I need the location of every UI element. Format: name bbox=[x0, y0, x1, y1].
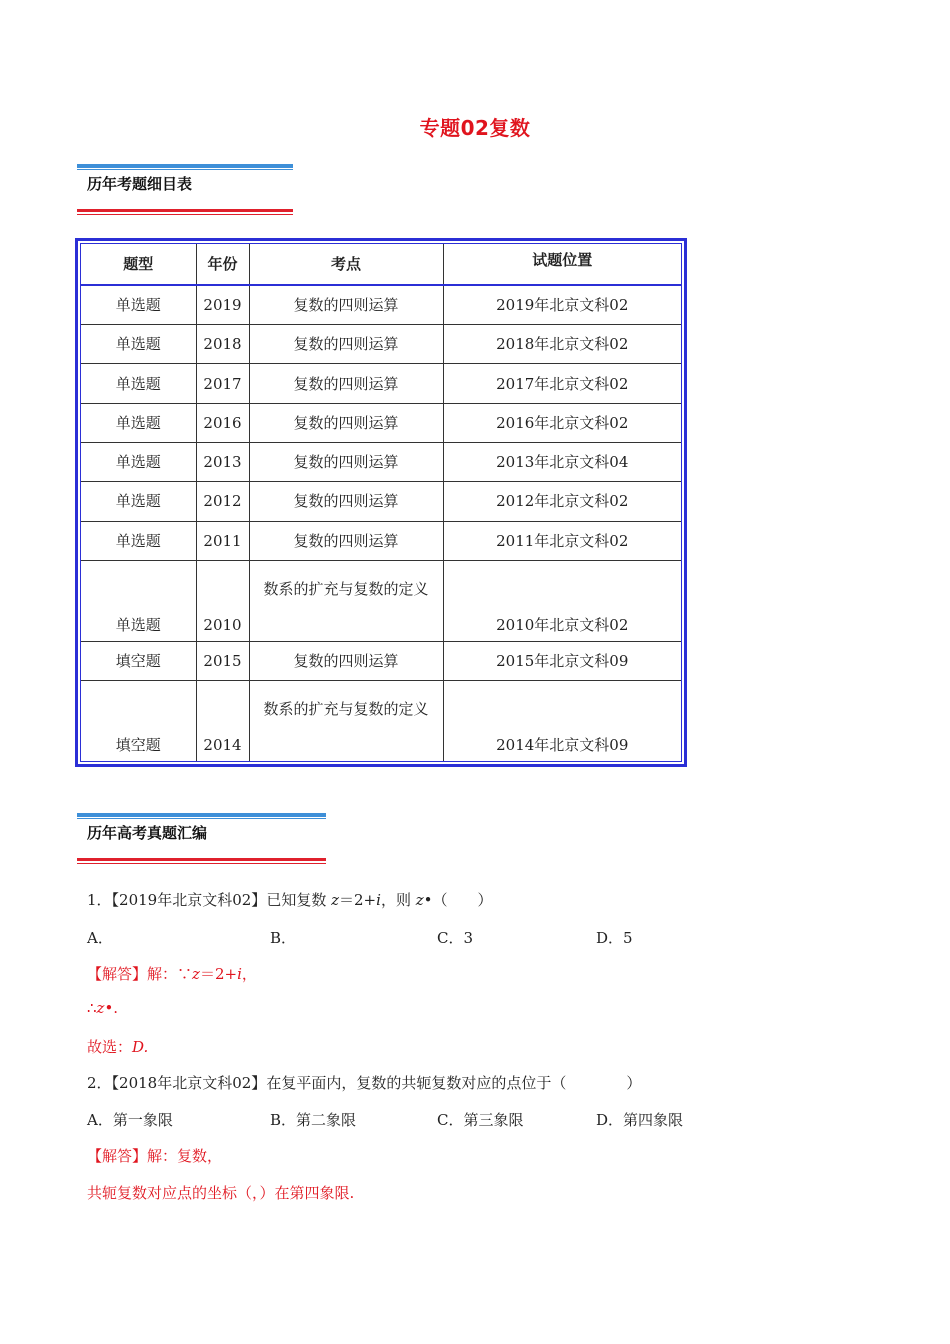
table-row bbox=[81, 325, 681, 364]
section-label: 历年考题细目表 bbox=[87, 175, 193, 193]
table-cell: 2011 bbox=[196, 521, 249, 560]
question-text: 在复平面内，复数的共轭复数对应的点位于（ ） bbox=[266, 1074, 642, 1092]
exam-table bbox=[81, 244, 681, 761]
table-cell: 单选题 bbox=[81, 521, 196, 560]
table-cell: 复数的四则运算 bbox=[249, 403, 443, 442]
answer-text: ＝2+ bbox=[199, 965, 238, 983]
table-cell: 2014 bbox=[196, 680, 249, 761]
answer-text: 解：复数， bbox=[147, 1147, 223, 1165]
table-header-cell: 题型 bbox=[81, 244, 196, 285]
table-header-cell: 考点 bbox=[249, 244, 443, 285]
table-cell: 单选题 bbox=[81, 482, 196, 521]
table-cell: 2017 bbox=[196, 364, 249, 403]
table-row bbox=[81, 364, 681, 403]
table-header-cell: 年份 bbox=[196, 244, 249, 285]
math-variable: i bbox=[376, 891, 381, 909]
option-d: D．第四象限 bbox=[596, 1111, 684, 1129]
table-cell: 单选题 bbox=[81, 364, 196, 403]
table-cell: 复数的四则运算 bbox=[249, 325, 443, 364]
table-row bbox=[81, 641, 681, 680]
table-cell: 2019年北京文科02 bbox=[443, 285, 681, 324]
answer-2-line-1 bbox=[87, 1145, 222, 1166]
table-header-cell: 试题位置 bbox=[443, 244, 681, 285]
table-cell: 复数的四则运算 bbox=[249, 521, 443, 560]
table-cell: 2013年北京文科04 bbox=[443, 443, 681, 482]
question-text: •（ ） bbox=[423, 891, 493, 909]
question-source: 【2018年北京文科02】 bbox=[111, 1074, 267, 1092]
page-title: 专题02复数 bbox=[419, 116, 531, 140]
table-cell: 复数的四则运算 bbox=[249, 285, 443, 324]
question-1 bbox=[87, 889, 492, 910]
option-b: B．第二象限 bbox=[270, 1111, 357, 1129]
question-text: ＝2+ bbox=[339, 891, 377, 909]
table-row bbox=[81, 521, 681, 560]
exam-table-frame bbox=[75, 238, 687, 767]
table-cell: 复数的四则运算 bbox=[249, 364, 443, 403]
math-variable: z bbox=[331, 891, 339, 909]
table-row bbox=[81, 403, 681, 442]
section-label: 历年高考真题汇编 bbox=[87, 824, 208, 842]
table-cell: 2014年北京文科09 bbox=[443, 680, 681, 761]
option-b: B． bbox=[270, 929, 297, 947]
table-cell: 单选题 bbox=[81, 443, 196, 482]
table-row bbox=[81, 560, 681, 641]
question-text: ，则 bbox=[380, 891, 416, 909]
math-variable: z bbox=[192, 965, 200, 983]
answer-choice: D. bbox=[132, 1038, 149, 1056]
answer-text: •. bbox=[104, 999, 119, 1017]
table-row bbox=[81, 482, 681, 521]
table-cell: 复数的四则运算 bbox=[249, 482, 443, 521]
answer-tag: 【解答】 bbox=[87, 965, 148, 983]
math-variable: z bbox=[96, 999, 105, 1017]
option-d: D．5 bbox=[596, 929, 633, 947]
table-cell: 单选题 bbox=[81, 285, 196, 324]
answer-1-line-1 bbox=[87, 963, 257, 984]
option-c: C．3 bbox=[437, 929, 474, 947]
question-number: 2． bbox=[87, 1074, 112, 1092]
question-2 bbox=[87, 1072, 641, 1093]
answer-tag: 【解答】 bbox=[87, 1147, 148, 1165]
table-cell: 2013 bbox=[196, 443, 249, 482]
table-cell: 2018 bbox=[196, 325, 249, 364]
answer-text: ， bbox=[241, 965, 257, 983]
table-cell: 2017年北京文科02 bbox=[443, 364, 681, 403]
answer-1-line-3 bbox=[87, 1036, 148, 1057]
question-source: 【2019年北京文科02】 bbox=[111, 891, 267, 909]
table-cell: 2012 bbox=[196, 482, 249, 521]
table-cell: 复数的四则运算 bbox=[249, 443, 443, 482]
answer-2-line-2: 共轭复数对应点的坐标（，）在第四象限. bbox=[87, 1184, 355, 1202]
table-cell: 复数的四则运算 bbox=[249, 641, 443, 680]
table-row bbox=[81, 285, 681, 324]
table-cell: 2016 bbox=[196, 403, 249, 442]
question-number: 1． bbox=[87, 891, 112, 909]
option-c: C．第三象限 bbox=[437, 1111, 524, 1129]
table-cell: 2015 bbox=[196, 641, 249, 680]
table-cell: 单选题 bbox=[81, 403, 196, 442]
math-variable: i bbox=[237, 965, 242, 983]
answer-1-line-2 bbox=[87, 999, 118, 1017]
table-row bbox=[81, 680, 681, 761]
table-cell: 2010 bbox=[196, 560, 249, 641]
table-cell: 2010年北京文科02 bbox=[443, 560, 681, 641]
section-header-table bbox=[77, 164, 293, 214]
answer-text: 解：∵ bbox=[147, 965, 193, 983]
math-variable: z bbox=[415, 891, 424, 909]
table-cell: 数系的扩充与复数的定义 bbox=[249, 680, 443, 761]
table-cell: 填空题 bbox=[81, 641, 196, 680]
question-text: 已知复数 bbox=[266, 891, 332, 909]
table-cell: 2015年北京文科09 bbox=[443, 641, 681, 680]
table-cell: 2016年北京文科02 bbox=[443, 403, 681, 442]
answer-text: ∴ bbox=[87, 999, 97, 1017]
table-cell: 数系的扩充与复数的定义 bbox=[249, 560, 443, 641]
table-cell: 2012年北京文科02 bbox=[443, 482, 681, 521]
table-cell: 2018年北京文科02 bbox=[443, 325, 681, 364]
table-cell: 2011年北京文科02 bbox=[443, 521, 681, 560]
table-header-row bbox=[81, 244, 681, 285]
option-a: A． bbox=[87, 929, 113, 947]
answer-text: 故选： bbox=[87, 1038, 133, 1056]
table-cell: 填空题 bbox=[81, 680, 196, 761]
table-row bbox=[81, 443, 681, 482]
section-header-questions bbox=[77, 813, 326, 863]
option-a: A．第一象限 bbox=[87, 1111, 173, 1129]
table-cell: 单选题 bbox=[81, 325, 196, 364]
table-cell: 单选题 bbox=[81, 560, 196, 641]
table-cell: 2019 bbox=[196, 285, 249, 324]
